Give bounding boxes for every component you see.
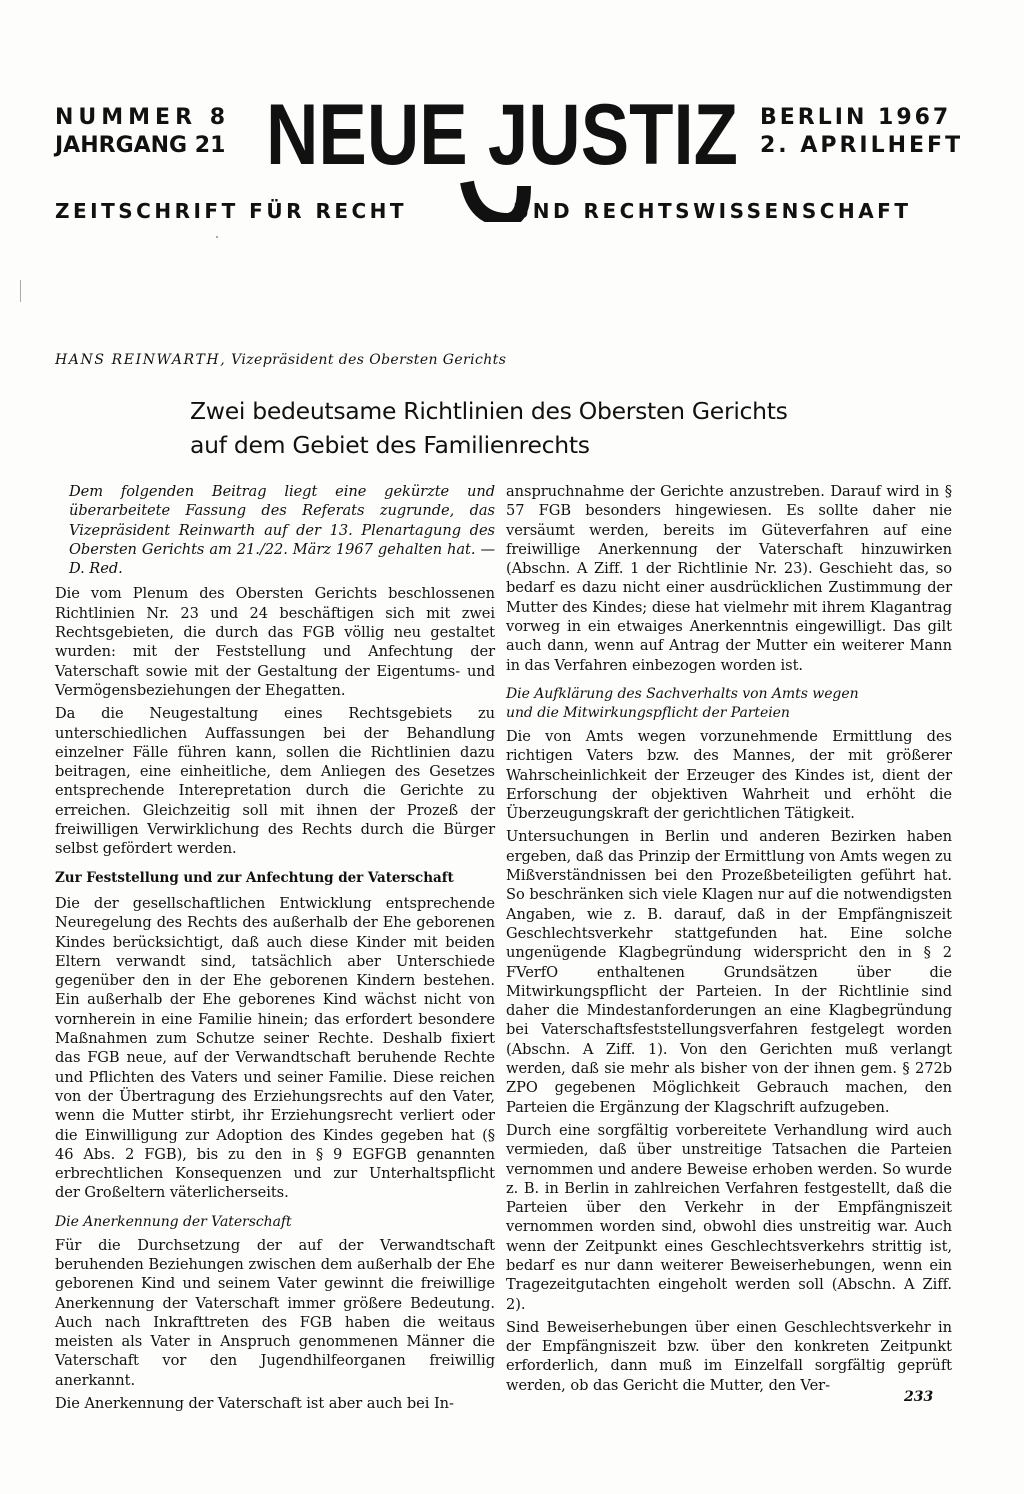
paragraph: Die der gesellschaftlichen Entwicklung entsprechende Neuregelung des Rechts des außerhalb der Ehe geborenen Kindes berücksichtigt, daß auch diese Kinder mit beiden Eltern verwandt sind, tatsächlich aber Unterschiede gegenüber den in der Ehe geborenen Kindern bestehen. Ein außerhalb der Ehe geborenes Kind wächst nicht von vornherein in eine Familie hinein; das erfordert besondere Maßnahmen zum Schutze seiner Rechte. Deshalb fixiert das FGB neue, auf der Verwandtschaft beruhende Rechte und Pflichten des Vaters und seiner Familie. Diese reichen von der Übertragung des Erziehungsrechts auf den Vater, wenn die Mutter stirbt, ihr Erziehungsrecht verliert oder die Einwilligung zur Adoption des Kindes gegeben hat (§ 46 Abs. 2 FGB), bis zu den in § 9 EGFGB genannten erbrechtlichen Konsequenzen und zur Unterhaltspflicht der Großeltern väterlicherseits. — [55, 894, 495, 1202]
paragraph: Da die Neugestaltung eines Rechtsgebiets zu unterschiedlichen Auffassungen bei der Behandlung einzelner Fälle führen kann, sollen die Richtlinien dazu beitragen, eine einheitliche, dem Anliegen des Gesetzes entsprechende Interepretation durch die Gerichte zu erreichen. Gleichzeitig soll mit ihnen der Prozeß der freiwilligen Verwirklichung des Rechts durch die Bürger selbst gefördert werden. — [55, 705, 495, 858]
section-heading: Zur Feststellung und zur Anfechtung der Vaterschaft — [55, 869, 454, 886]
title-line-2: auf dem Gebiet des Familienrechts — [190, 431, 590, 459]
paragraph: Die von Amts wegen vorzunehmende Ermittlung des richtigen Vaters bzw. des Mannes, der mit größerer Wahrscheinlichkeit der Erzeuger des Kindes ist, dient der Erforschung der objektiven Wahrheit und erhöht die Überzeugungskraft der gerichtlichen Tätigkeit. — [506, 727, 952, 823]
byline — [55, 352, 506, 368]
subsection-heading — [506, 685, 952, 723]
title-line-1: Zwei bedeutsame Richtlinien des Obersten Gerichts — [190, 397, 788, 425]
issue-part: 2. APRILHEFT — [760, 133, 964, 158]
scan-speck — [20, 280, 21, 302]
issue-date — [760, 104, 980, 160]
subsection-heading: Die Anerkennung der Vaterschaft — [55, 1213, 292, 1230]
right-column — [506, 482, 952, 1399]
volume: JAHRGANG 21 — [55, 133, 226, 158]
author-role: Vizepräsident des Obersten Gerichts — [231, 352, 507, 368]
subtitle-right: UND RECHTSWISSENSCHAFT — [513, 199, 912, 223]
subsection-heading-line-2: und die Mitwirkungspflicht der Parteien — [506, 704, 790, 721]
author-name: HANS REINWARTH, — [55, 352, 227, 368]
editorial-lead: Dem folgenden Beitrag liegt eine gekürzte und überarbeitete Fassung des Referats zugrunde, das Vizepräsident Reinwarth auf der 13. Plenartagung des Obersten Gerichts am 21./22. März 1967 gehalten hat. — D. Red. — [69, 483, 495, 578]
left-column — [55, 482, 495, 1417]
paragraph: Untersuchungen in Berlin und anderen Bezirken haben ergeben, daß das Prinzip der Ermittlung von Amts wegen zu Mißverständnissen bei den Prozeßbeteiligten geführt hat. So beschränken sich viele Klagen nur auf die notwendigsten Angaben, wie z. B. darauf, daß in der Empfängniszeit Geschlechtsverkehr stattgefunden hat. Eine solche ungenügende Klagbegründung widerspricht den in § 2 FVerfO enthaltenen Grundsätzen über die Mitwirkungspflicht der Parteien. In der Richtlinie sind daher die Mindestanforderungen an eine Klagbegründung bei Vaterschaftsfeststellungsverfahren festgelegt worden (Abschn. A Ziff. 1). Von den Gerichten muß verlangt werden, daß sie mehr als bisher von der ihnen gem. § 272b ZPO gegebenen Möglichkeit Gebrauch machen, den Parteien die Ergänzung der Klagschrift aufzugeben. — [506, 828, 952, 1116]
scan-speck — [216, 236, 218, 238]
paragraph: Die vom Plenum des Obersten Gerichts beschlossenen Richtlinien Nr. 23 und 24 beschäftigen sich mit zwei Rechtsgebieten, die durch das FGB völlig neu gestaltet wurden: mit der Feststellung und Anfechtung der Vaterschaft sowie mit der Gestaltung der Eigentums- und Vermögensbeziehungen der Ehegatten. — [55, 585, 495, 699]
paragraph: Die Anerkennung der Vaterschaft ist aber auch bei In- — [55, 1395, 454, 1413]
paragraph: Durch eine sorgfältig vorbereitete Verhandlung wird auch vermieden, daß über unstreitige Tatsachen die Parteien vernommen und andere Beweise erhoben werden. So wurde z. B. in Berlin in zahlreichen Verfahren festgestellt, daß die Parteien über den Verkehr in der Empfängniszeit vernommen worden sind, obwohl dies unstreitig war. Auch wenn der Zeitpunkt eines Geschlechtsverkehrs strittig ist, bedarf es nur dann weiterer Beweiserhebungen, wenn ein Tragezeitgutachten eingeholt werden soll (Abschn. A Ziff. 2). — [506, 1121, 952, 1313]
page-number: 233 — [904, 1389, 934, 1405]
issue-number: NUMMER 8 — [55, 105, 230, 130]
place-year: BERLIN 1967 — [760, 105, 952, 130]
paragraph: Für die Durchsetzung der auf der Verwandtschaft beruhenden Beziehungen zwischen dem außerhalb der Ehe geborenen Kind und seinem Vater gewinnt die freiwillige Anerkennung der Vaterschaft immer größere Bedeutung. Auch nach Inkrafttreten des FGB haben die weitaus meisten als Vater in Anspruch genommenen Männer die Vaterschaft vor den Jugendhilfeorganen freiwillig anerkannt. — [55, 1236, 495, 1389]
subsection-heading-line-1: Die Aufklärung des Sachverhalts von Amts wegen — [506, 685, 859, 702]
article-title — [190, 394, 910, 462]
paragraph: anspruchnahme der Gerichte anzustreben. Darauf wird in § 57 FGB besonders hingewiesen. Es sollte daher nie versäumt werden, bereits im Güteverfahren auf eine freiwillige Anerkennung der Vaterschaft hinzuwirken (Abschn. A Ziff. 1 der Richtlinie Nr. 23). Geschieht das, so bedarf es dazu nicht einer ausdrücklichen Zustimmung der Mutter des Kindes; diese hat vielmehr mit ihrem Klagantrag vorweg in ein etwaiges Anerkenntnis eingewilligt. Das gilt auch dann, wenn auf Antrag der Mutter ein weiterer Mann in das Verfahren einbezogen worden ist. — [506, 483, 952, 674]
issue-info — [55, 104, 255, 160]
paragraph: Sind Beweiserhebungen über einen Geschlechtsverkehr in der Empfängniszeit bzw. über den konkreten Zeitpunkt erforderlich, dann muß im Einzelfall sorgfältig geprüft werden, ob das Gericht die Mutter, den Ver- — [506, 1318, 952, 1394]
subtitle-left: ZEITSCHRIFT FÜR RECHT — [55, 199, 408, 223]
masthead-title: NEUE JUSTIZ — [266, 87, 738, 183]
